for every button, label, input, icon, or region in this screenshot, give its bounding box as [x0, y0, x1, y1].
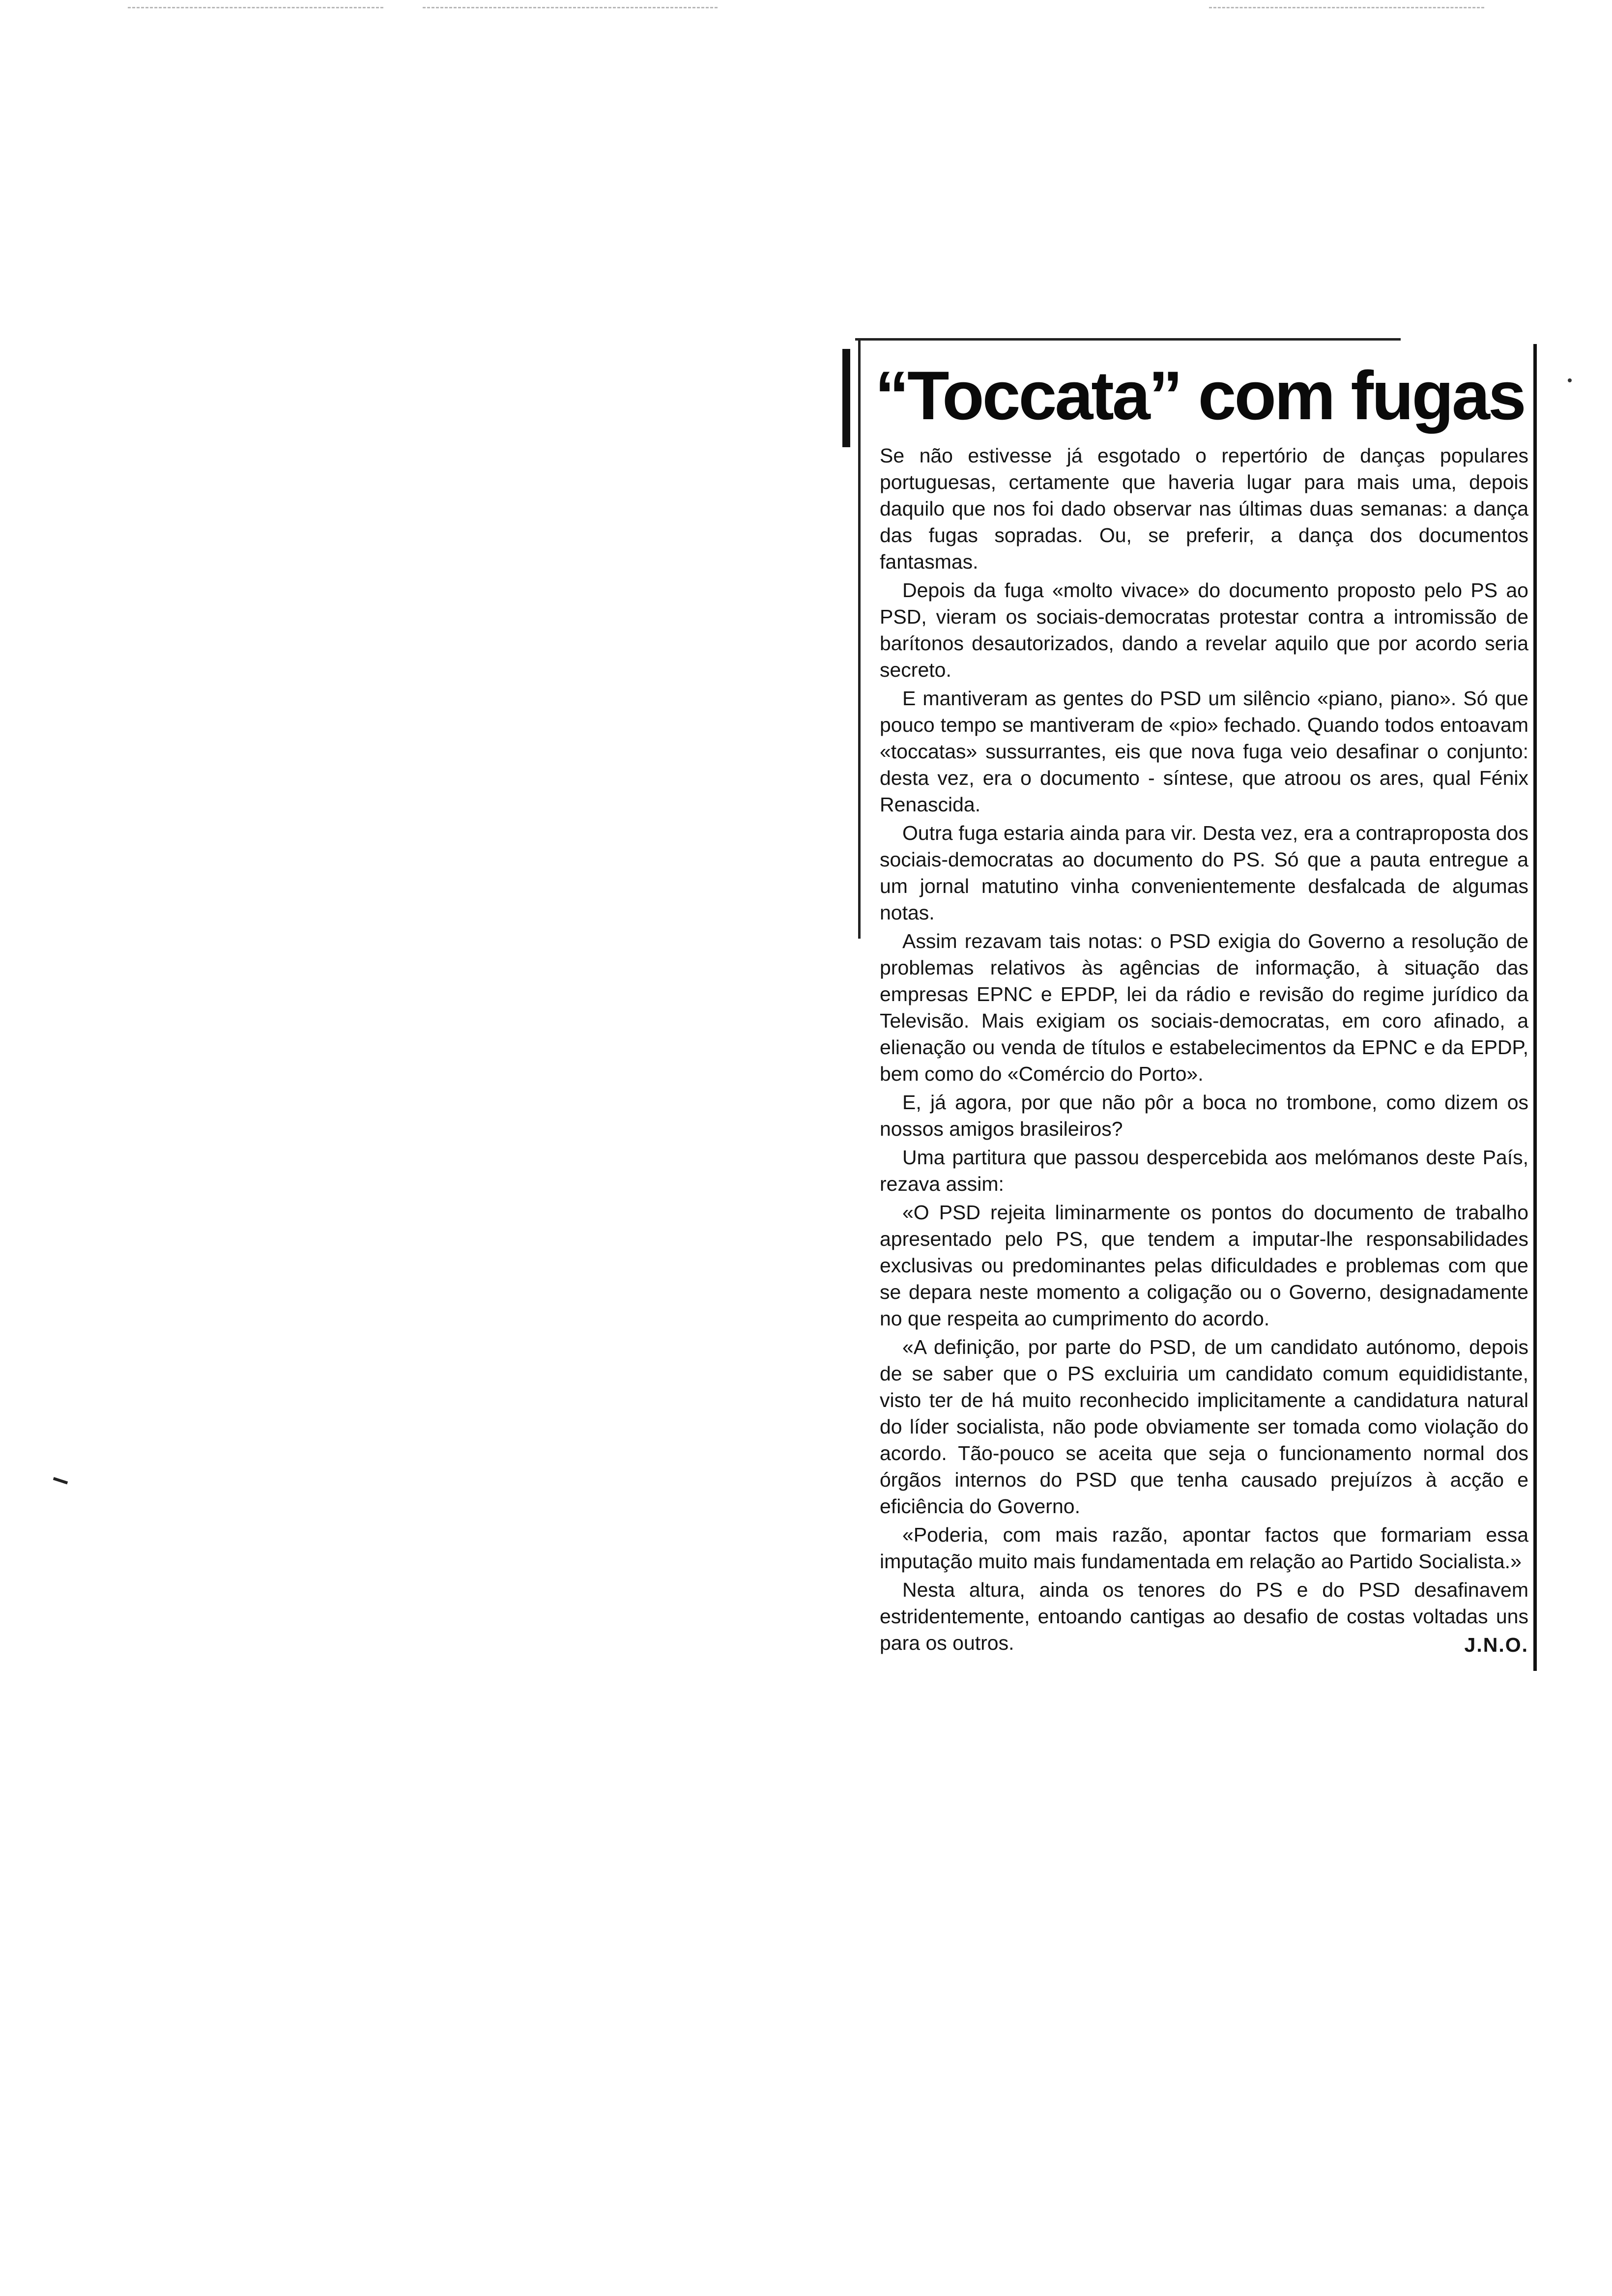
article-paragraph: Uma partitura que passou despercebida aos melómanos deste País, rezava assim: [880, 1146, 1528, 1195]
article-headline: “Toccata” com fugas [875, 357, 1525, 434]
article-paragraph: Outra fuga estaria ainda para vir. Desta vez, era a contraproposta dos sociais-democratas ao documento do PS. Só que a pauta entregue a um jornal matutino vinha convenientemente desfalcada de algumas notas. [880, 822, 1528, 924]
article-paragraph: Assim rezavam tais notas: o PSD exigia do Governo a resolução de problemas relativos às agências de informação, à situação das empresas EPNC e EPDP, lei da rádio e revisão do regime jurídico da Televisão. Mais exigiam os sociais-democratas, em coro afinado, a elienação ou venda de títulos e estabelecimentos da EPNC e da EPDP, bem como do «Comércio do Porto». [880, 930, 1528, 1085]
scan-edge-mark-top-mid [423, 7, 718, 10]
newspaper-clipping [835, 324, 1548, 1666]
left-border-thin [858, 339, 861, 939]
article-paragraph: Nesta altura, ainda os tenores do PS e do PSD desafinavem estridentemente, entoando cantigas ao desafio de costas voltadas uns para os outros. [880, 1578, 1528, 1654]
article-paragraph: Se não estivesse já esgotado o repertório de danças populares portuguesas, certamente que haveria lugar para mais uma, depois daquilo que nos foi dado observar nas últimas duas semanas: a dança das fugas sopradas. Ou, se preferir, a dança dos documentos fantasmas. [880, 444, 1528, 573]
scan-dot-mark [1568, 378, 1572, 382]
article-paragraph: «A definição, por parte do PSD, de um candidato autónomo, depois de se saber que o PS excluiria um candidato comum equididistante, visto ter de há muito reconhecido implicitamente a candidatura natural do líder socialista, não pode obviamente ser tomada como violação do acordo. Tão-pouco se aceita que seja o funcionamento normal dos órgãos internos do PSD que tenha causado prejuízos à acção e eficiência do Governo. [880, 1336, 1528, 1518]
article-body [880, 442, 1528, 1658]
top-border [855, 338, 1401, 341]
right-border [1533, 344, 1537, 1671]
article-paragraph: Depois da fuga «molto vivace» do documento proposto pelo PS ao PSD, vieram os sociais-democratas protestar contra a intromissão de barítonos desautorizados, dando a revelar aquilo que por acordo seria secreto. [880, 579, 1528, 681]
left-border-thick [842, 349, 850, 447]
article-paragraph: E, já agora, por que não pôr a boca no trombone, como dizem os nossos amigos brasileiros? [880, 1091, 1528, 1140]
scan-tick-mark [53, 1477, 68, 1485]
author-signature: J.N.O. [1464, 1634, 1528, 1656]
article-paragraph: E mantiveram as gentes do PSD um silêncio «piano, piano». Só que pouco tempo se mantiveram de «pio» fechado. Quando todos entoavam «toccatas» sussurrantes, eis que nova fuga veio desafinar o conjunto: desta vez, era o documento - síntese, que atroou os ares, qual Fénix Renascida. [880, 687, 1528, 816]
article-paragraph: «Poderia, com mais razão, apontar factos que formariam essa imputação muito mais fundamentada em relação ao Partido Socialista.» [880, 1523, 1528, 1573]
scan-edge-mark-top-right [1209, 7, 1484, 10]
scan-edge-mark-top-left [128, 7, 383, 10]
article-paragraph: «O PSD rejeita liminarmente os pontos do documento de trabalho apresentado pelo PS, que tendem a imputar-lhe responsabilidades exclusivas ou predominantes pelas dificuldades e problemas com que se depara neste momento a coligação ou o Governo, designadamente no que respeita ao cumprimento do acordo. [880, 1201, 1528, 1330]
